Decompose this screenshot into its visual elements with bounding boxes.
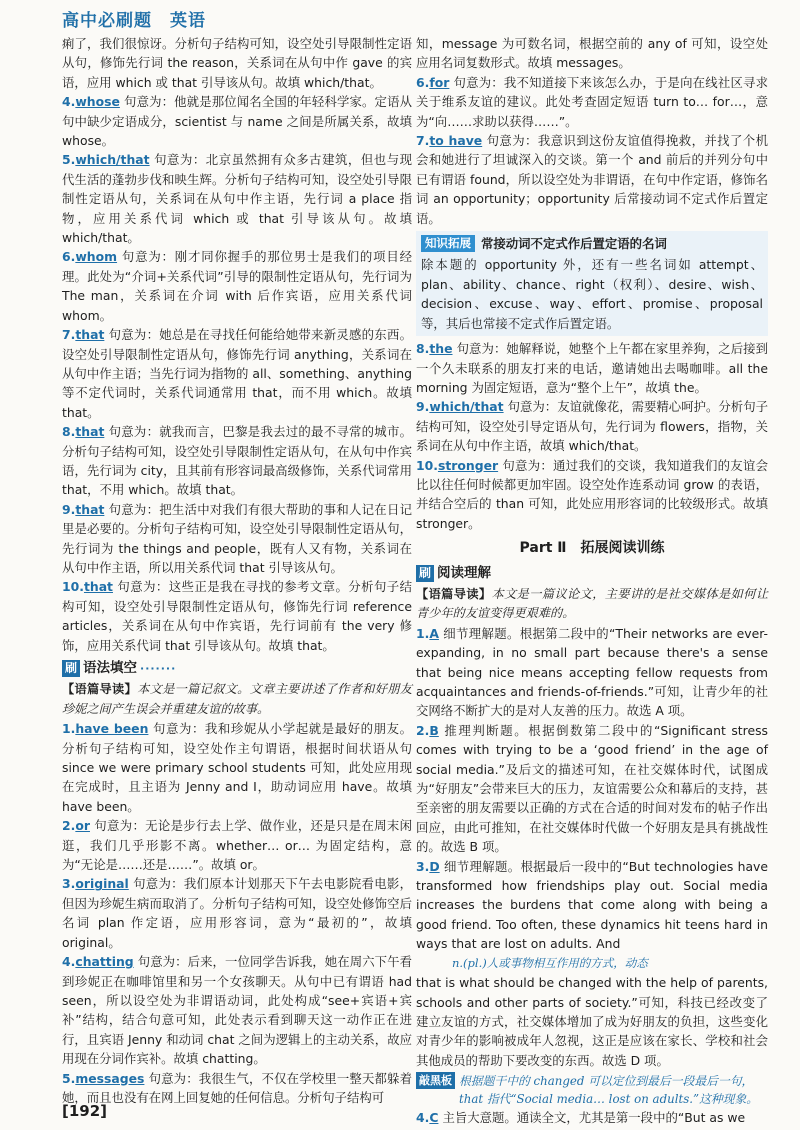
answer-item [416,397,768,455]
item-number: 1. [416,625,430,641]
item-number: 4. [62,954,76,970]
section-badge: 刷 [416,565,434,582]
item-answer: whose [75,94,120,110]
part-title: Part Ⅱ 拓展阅读训练 [519,540,665,557]
item-number: 2. [62,818,76,834]
item-number: 2. [416,722,430,738]
item-explanation: 句意为：北京虽然拥有众多古建筑，但也与现代生活的蓬勃步伐和映生辉。分析句子结构可知，设空处引导限制性定语从句，关系词在从句中作主语，先行词 a place 指物，应用关系代词 which 或 that 引导该从句。故填 which/that。 [62,152,412,246]
item-explanation: 句意为：他就是那位闻名全国的年轻科学家。定语从句中缺少定语成分，scientist 与 name 之间是所属关系，故填 whose。 [62,94,412,149]
item-answer: that [75,327,105,343]
answer-item [62,422,412,500]
item-explanation: 句意为：就我而言，巴黎是我去过的最不寻常的城市。分析句子结构可知，设空处引导限制性定语从句，在从句中作宾语，先行词为 city，且其前有形容词最高级修饰，关系代词常用 that，不用 which。故填 that。 [62,424,412,498]
item-explanation: 句意为：友谊就像花，需要精心呵护。分析句子结构可知，设空处引导定语从句，先行词为 flowers，指物，关系词在从句中作主语，故填 which/that。 [416,399,768,454]
item-explanation: 句意为：我们原本计划那天下午去电影院看电影，但因为珍妮生病而取消了。分析句子结构可知，设空处修饰空后名词 plan 作定语，应用形容词，意为“最初的”，故填 original。 [62,876,412,950]
item-answer: original [75,876,129,892]
knowledge-expansion-box [416,231,768,336]
item-answer: have been [75,721,149,737]
item-number: 9. [62,501,76,517]
section-reading [416,564,768,583]
note-box [416,1072,768,1108]
item-explanation: 句意为：我不知道接下来该怎么办，于是向在线社区寻求关于维系友谊的建议。此处考查固定短语 turn to… for…，意为“向……求助以获得……”。 [416,74,768,129]
left-column [62,34,412,1107]
item-number: 8. [62,424,76,440]
item-answer: or [75,818,90,834]
answer-list [62,719,412,1107]
answer-list [416,339,768,533]
answer-item [416,624,768,721]
note-tag: 敲黑板 [416,1072,455,1089]
item-number: 9. [416,399,430,415]
item-number: 4. [416,1110,430,1126]
item-number: 3. [416,858,430,874]
item-answer: the [429,341,453,357]
tip-text: 除本题的 opportunity 外，还有一些名词如 attempt、plan、ability、chance、right（权利）、desire、wish、decision、excuse、way、effort、promise、proposal 等，其后也常接不定式作后置定语。 [421,257,763,331]
section-title: 阅读理解 [437,564,492,581]
answer-list [62,92,412,655]
answer-item [62,1069,412,1108]
answer-item [62,150,412,247]
item-explanation: 句意为：把生活中对我们有很大帮助的事和人记在日记里是必要的。分析句子结构可知，设空处引导限制性定语从句，先行词为 the things and people，既有人又有物，关系词在从句中作主语，所以用关系代词 that 引导该从句。 [62,501,412,575]
paragraph: 痢了，我们很惊讶。分析句子结构可知，设空处引导限制性定语从句，修饰先行词 the reason，关系词在从句中作 gave 的宾语，应用 which 或 that 引导该从句。故填 which/that。 [62,36,412,90]
item-number: 4. [62,94,76,110]
item-answer: that [75,424,105,440]
item-answer: messages [75,1070,145,1086]
answer-item [416,339,768,397]
page-header-title: 高中必刷题 英语 [62,11,206,31]
item-explanation: 主旨大意题。通读全文，尤其是第一段中的“But as we [442,1110,746,1126]
item-number: 7. [62,327,76,343]
passage-guide: 【语篇导读】本文是一篇记叙文。文章主要讲述了作者和好朋友珍妮之间产生误会并重建友谊的故事。 [62,682,413,716]
answer-item [62,719,412,816]
item-answer: whom [75,249,118,265]
answer-item [62,874,412,952]
item-answer: to have [429,133,483,149]
section-title: 语法填空 [83,660,138,676]
item-explanation: 细节理解题。根据最后一段中的“But technologies have transformed how friendships play out. Social media increases the burdens that come along with being a good friend. Too often, these dynamics hit teens hard in ways that are lost on adults. And [416,858,768,952]
item-number: 3. [62,876,76,892]
item-answer: D [429,858,440,874]
item-explanation: 句意为：通过我们的交谈，我知道我们的友谊会比以往任何时候都更加牢固。设空处作连系动词 grow 的表语，并结合空后的 than 可知，此处应用形容词的比较级形式。故填 stronger。 [416,457,768,531]
item-answer: C [429,1110,439,1126]
passage-guide: 【语篇导读】本文是一篇议论文，主要讲的是社交媒体是如何让青少年的友谊变得更艰难的。 [416,586,769,621]
note-text: 根据题干中的 changed 可以定位到最后一段最后一句，that 指代“Social media… lost on adults.”这种现象。 [459,1074,759,1107]
tip-title: 常接动词不定式作后置定语的名词 [481,236,667,252]
item-explanation: 句意为：无论是步行去上学、做作业，还是只是在周末闲逛，我们几乎形影不离。whether… or… 为固定结构，意为“无论是……还是……”。故填 or。 [62,818,412,873]
answer-item [416,456,768,534]
item-explanation: 推理判断题。根据倒数第二段中的“Significant stress comes with trying to be a ‘good friend’ in the age of social media.”及后文的描述可知，在社交媒体时代，试图成为“好朋友”会带来巨大的压力，友谊需要公众和幕后的支持，甚至亲密的朋友需要以正确的方式在合适的时间对发布的帖子作出回应，由此可推知，在社交媒体时代做一个好朋友是具有挑战性的。故选 B 项。 [416,722,768,855]
answer-item [416,1108,768,1127]
answer-item [62,500,412,578]
item-number: 6. [62,249,76,265]
answer-item [62,952,412,1068]
item-explanation: 句意为：我很生气，不仅在学校里一整天都躲着她，而且也没有在网上回复她的任何信息。分析句子结构可 [62,1070,412,1105]
answer-item [62,247,412,325]
paragraph: 知，message 为可数名词，根据空前的 any of 可知，设空处应用名词复数形式。故填 messages。 [416,36,768,71]
answer-item [62,325,412,422]
answer-item [416,73,768,131]
item-explanation: 句意为：她总是在寻找任何能给她带来新灵感的东西。设空处引导限制性定语从句，修饰先行词 anything，关系词在从句中作主语；当先行词为指物的 all、something、anything 等不定代词时，关系代词通常用 that，而不用 which。故填 that。 [62,327,412,420]
item-answer: A [429,625,439,641]
answer-item [62,577,412,655]
section-badge: 刷 [62,660,80,677]
answer-item [62,816,412,874]
item-explanation: 句意为：我和珍妮从小学起就是最好的朋友。分析句子结构可知，设空处作主句谓语，根据时间状语从句 since we were primary school students 可知，此处应用现在完成时，且主语为 Jenny and I，助动词应用 have。故填 have been。 [62,721,413,814]
vocab-gloss: n.(pl.)人或事物相互作用的方式，动态 [452,955,648,970]
answer-item [416,721,768,857]
item-explanation: 句意为：刚才同你握手的那位男士是我们的项目经理。此处为“介词+关系代词”引导的限制性定语从句，先行词为 The man，关系词在介词 with 后作宾语，应用关系代词 whom。 [62,249,412,323]
answer-item [62,92,412,150]
dots-decoration: ······· [140,662,177,675]
answer-list [416,624,768,954]
item-answer: stronger [437,457,499,473]
item-answer: that [75,501,105,517]
right-column [416,34,768,1128]
item-answer: for [429,74,450,90]
section-grammar-fill [62,659,412,678]
item-answer: which/that [75,152,150,168]
item-number: 8. [416,341,430,357]
page-number: [192] [62,1102,108,1120]
item-number: 5. [62,152,76,168]
item-explanation: 句意为：我意识到这份友谊值得挽救，并找了个机会和她进行了坦诚深入的交谈。第一个 and 前后的并列分句中已有谓语 found，所以设空处为非谓语，在句中作定语，修饰名词 an opportunity；opportunity 后常接动词不定式作后置定语。 [416,133,769,226]
answer-list [416,73,768,228]
item-answer: that [83,579,113,595]
item-answer: B [429,722,439,738]
item-explanation: 细节理解题。根据第二段中的“Their networks are ever-expanding, in no small part because there's a sense that being nice means accepting fellow requests from acquaintances and friends-of-friends.”可知，让青少年的社交网络不断扩大的是对人友善的压力。故选 A 项。 [416,625,768,719]
answer-item [416,857,768,954]
tip-tag: 知识拓展 [421,235,475,252]
item-number: 1. [62,721,76,737]
item-number: 10. [62,579,84,595]
item-explanation: 句意为：这些正是我在寻找的参考文章。分析句子结构可知，设空处引导限制性定语从句，修饰先行词 reference articles，关系词在从句中作宾语，先行词前有 the very 修饰，应用关系代词 that 引导该从句。故填 that。 [62,579,412,653]
answer-item [416,131,768,228]
item-explanation: 句意为：后来，一位同学告诉我，她在周六下午看到珍妮正在咖啡馆里和另一个女孩聊天。从句中已有谓语 had seen，所以设空处为非谓语动词，此处构成“see+宾语+宾补”结构，结合句意可知，此处表示看到聊天这一动作正在进行，且宾语 Jenny 和动词 chat 之间为逻辑上的主动关系，故应用现在分词作宾补。故填 chatting。 [62,954,412,1067]
item-number: 10. [416,457,438,473]
item-explanation: 句意为：她解释说，她整个上午都在家里养狗，之后接到一个久未联系的朋友打来的电话，邀请她出去喝咖啡。all the morning 为固定短语，意为“整个上午”，故填 the。 [416,341,768,395]
item-number: 6. [416,74,430,90]
item-number: 7. [416,133,430,149]
answer-list [416,1108,768,1127]
item-number: 5. [62,1070,76,1086]
item-answer: which/that [429,399,504,415]
paragraph: that is what should be changed with the help of parents, schools and other parts of society.”可知，科技已经改变了建立友谊的方式，社交媒体增加了成为好朋友的负担，这些变化对青少年的影响被成年人忽视，这正是应该在家长、学校和社会其他成员的帮助下要改变的东西。故选 D 项。 [416,975,768,1068]
item-answer: chatting [75,954,134,970]
